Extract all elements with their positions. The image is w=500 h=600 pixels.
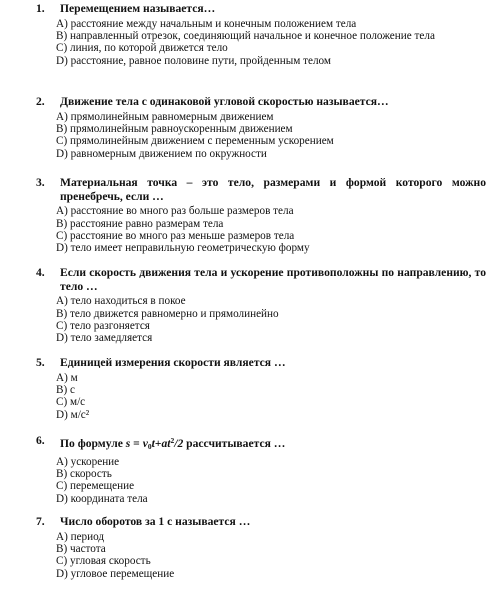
formula bbox=[126, 437, 183, 450]
formula-div: /2 bbox=[174, 437, 184, 450]
option-d bbox=[56, 568, 482, 580]
question-text: Движение тела с одинаковой угловой скоростью называется… bbox=[60, 95, 389, 108]
option-a bbox=[56, 111, 482, 123]
option-text: тело имеет неправильную геометрическую форму bbox=[70, 242, 310, 255]
question-text: Число оборотов за 1 с называется … bbox=[60, 515, 251, 528]
option-text: равномерным движением по окружности bbox=[70, 147, 267, 160]
option-text: с bbox=[69, 384, 75, 396]
formula-s: s bbox=[125, 437, 131, 450]
option-letter: D) bbox=[56, 147, 68, 160]
formula-eq: = bbox=[130, 437, 143, 450]
option-b bbox=[56, 384, 482, 396]
option-letter: C) bbox=[56, 555, 68, 568]
option-text: частота bbox=[69, 543, 106, 555]
formula-v-subscript: 0 bbox=[147, 442, 152, 451]
option-text: м/с² bbox=[70, 408, 90, 421]
formula-v: v bbox=[142, 437, 148, 450]
option-text: координата тела bbox=[70, 492, 148, 505]
option-text: прямолинейным равномерным движением bbox=[70, 110, 274, 123]
options-list bbox=[0, 205, 500, 255]
options-list bbox=[0, 111, 500, 161]
question-text: Если скорость движения тела и ускорение противоположны по направлению, то тело … bbox=[60, 266, 486, 293]
option-letter: D) bbox=[56, 54, 68, 67]
option-text: расстояние равно размерам тела bbox=[69, 217, 224, 230]
option-letter: C) bbox=[56, 320, 68, 332]
option-letter: D) bbox=[56, 567, 68, 580]
question-number: 7. bbox=[36, 515, 45, 528]
options-list bbox=[0, 456, 500, 506]
option-text: скорость bbox=[69, 468, 112, 480]
question-text-prefix: По формуле bbox=[60, 437, 126, 450]
question-2-header bbox=[0, 95, 500, 109]
question-text: Единицей измерения скорости является … bbox=[60, 356, 286, 369]
question-7-header bbox=[0, 515, 500, 529]
question-text: Материальная точка – это тело, размерами и формой которого можно пренебречь, если … bbox=[60, 176, 486, 203]
option-letter: A) bbox=[56, 455, 68, 468]
options-list bbox=[0, 372, 500, 422]
option-text: расстояние, равное половине пути, пройденным телом bbox=[70, 54, 331, 67]
option-text: тело находиться в покое bbox=[70, 295, 186, 308]
option-letter: B) bbox=[56, 217, 68, 230]
option-b bbox=[56, 468, 482, 480]
option-text: ускорение bbox=[70, 455, 120, 468]
option-a bbox=[56, 531, 482, 543]
option-c bbox=[56, 135, 482, 147]
option-c bbox=[56, 42, 482, 54]
formula-at: at bbox=[161, 437, 171, 450]
option-letter: C) bbox=[56, 230, 68, 242]
question-7 bbox=[0, 515, 500, 580]
option-d bbox=[56, 242, 482, 254]
option-text: прямолинейным движением с переменным ускорением bbox=[69, 135, 334, 148]
option-d bbox=[56, 148, 482, 160]
option-text: угловое перемещение bbox=[70, 567, 175, 580]
question-4 bbox=[0, 266, 500, 345]
option-letter: C) bbox=[56, 135, 68, 148]
option-a bbox=[56, 18, 482, 30]
option-a bbox=[56, 456, 482, 468]
option-text: прямолинейным равноускоренным движением bbox=[69, 123, 293, 135]
option-text: расстояние во много раз больше размеров тела bbox=[70, 205, 294, 218]
question-number: 3. bbox=[36, 176, 45, 189]
option-letter: D) bbox=[56, 242, 68, 255]
option-letter: C) bbox=[56, 42, 68, 55]
option-c bbox=[56, 396, 482, 408]
question-4-header bbox=[0, 266, 500, 293]
formula-t: t bbox=[151, 437, 155, 450]
option-text: тело разгоняется bbox=[69, 320, 150, 332]
question-5-header bbox=[0, 356, 500, 370]
question-1 bbox=[0, 2, 500, 67]
question-text: Перемещением называется… bbox=[60, 2, 216, 15]
option-d bbox=[56, 332, 482, 344]
option-text: линия, по которой движется тело bbox=[69, 42, 228, 55]
option-b bbox=[56, 308, 482, 320]
question-3-header bbox=[0, 176, 500, 203]
option-letter: B) bbox=[56, 307, 68, 320]
option-text: тело замедляется bbox=[70, 332, 153, 345]
option-letter: B) bbox=[56, 468, 68, 480]
options-list bbox=[0, 18, 500, 68]
question-2 bbox=[0, 95, 500, 160]
option-text: м/с bbox=[69, 396, 86, 409]
question-number: 2. bbox=[36, 95, 45, 108]
option-letter: C) bbox=[56, 396, 68, 409]
question-3 bbox=[0, 176, 500, 255]
option-letter: A) bbox=[56, 110, 68, 123]
option-letter: A) bbox=[56, 371, 68, 384]
question-1-header bbox=[0, 2, 500, 16]
question-number: 1. bbox=[36, 2, 45, 15]
option-letter: A) bbox=[56, 17, 68, 30]
option-letter: D) bbox=[56, 492, 68, 505]
option-text: угловая скорость bbox=[69, 555, 151, 568]
option-a bbox=[56, 372, 482, 384]
option-a bbox=[56, 205, 482, 217]
option-letter: B) bbox=[56, 123, 68, 135]
option-text: период bbox=[70, 530, 105, 543]
option-d bbox=[56, 409, 482, 421]
option-letter: A) bbox=[56, 205, 68, 218]
option-b bbox=[56, 543, 482, 555]
question-number: 4. bbox=[36, 266, 45, 279]
option-letter: D) bbox=[56, 408, 68, 421]
option-letter: A) bbox=[56, 295, 68, 308]
option-b bbox=[56, 30, 482, 42]
question-6 bbox=[0, 434, 500, 505]
option-text: перемещение bbox=[69, 480, 135, 493]
option-letter: A) bbox=[56, 530, 68, 543]
option-c bbox=[56, 555, 482, 567]
option-c bbox=[56, 230, 482, 242]
option-a bbox=[56, 295, 482, 307]
options-list bbox=[0, 531, 500, 581]
option-letter: D) bbox=[56, 332, 68, 345]
question-5 bbox=[0, 356, 500, 421]
option-letter: B) bbox=[56, 543, 68, 555]
option-c bbox=[56, 320, 482, 332]
option-text: м bbox=[70, 371, 78, 384]
options-list bbox=[0, 295, 500, 345]
question-number: 6. bbox=[36, 434, 45, 447]
option-letter: B) bbox=[56, 30, 68, 42]
option-c bbox=[56, 480, 482, 492]
option-text: тело движется равномерно и прямолинейно bbox=[69, 307, 279, 320]
question-text-suffix: рассчитывается … bbox=[183, 437, 286, 450]
option-letter: C) bbox=[56, 480, 68, 493]
formula-plus: + bbox=[154, 437, 162, 450]
question-number: 5. bbox=[36, 356, 45, 369]
option-d bbox=[56, 55, 482, 67]
option-b bbox=[56, 218, 482, 230]
question-6-header bbox=[0, 434, 500, 454]
option-text: расстояние между начальным и конечным положением тела bbox=[70, 17, 357, 30]
option-b bbox=[56, 123, 482, 135]
option-d bbox=[56, 493, 482, 505]
option-letter: B) bbox=[56, 384, 68, 396]
option-text: направленный отрезок, соединяющий начальное и конечное положение тела bbox=[69, 30, 435, 42]
formula-t-superscript: 2 bbox=[170, 436, 175, 445]
option-text: расстояние во много раз меньше размеров тела bbox=[69, 230, 295, 242]
